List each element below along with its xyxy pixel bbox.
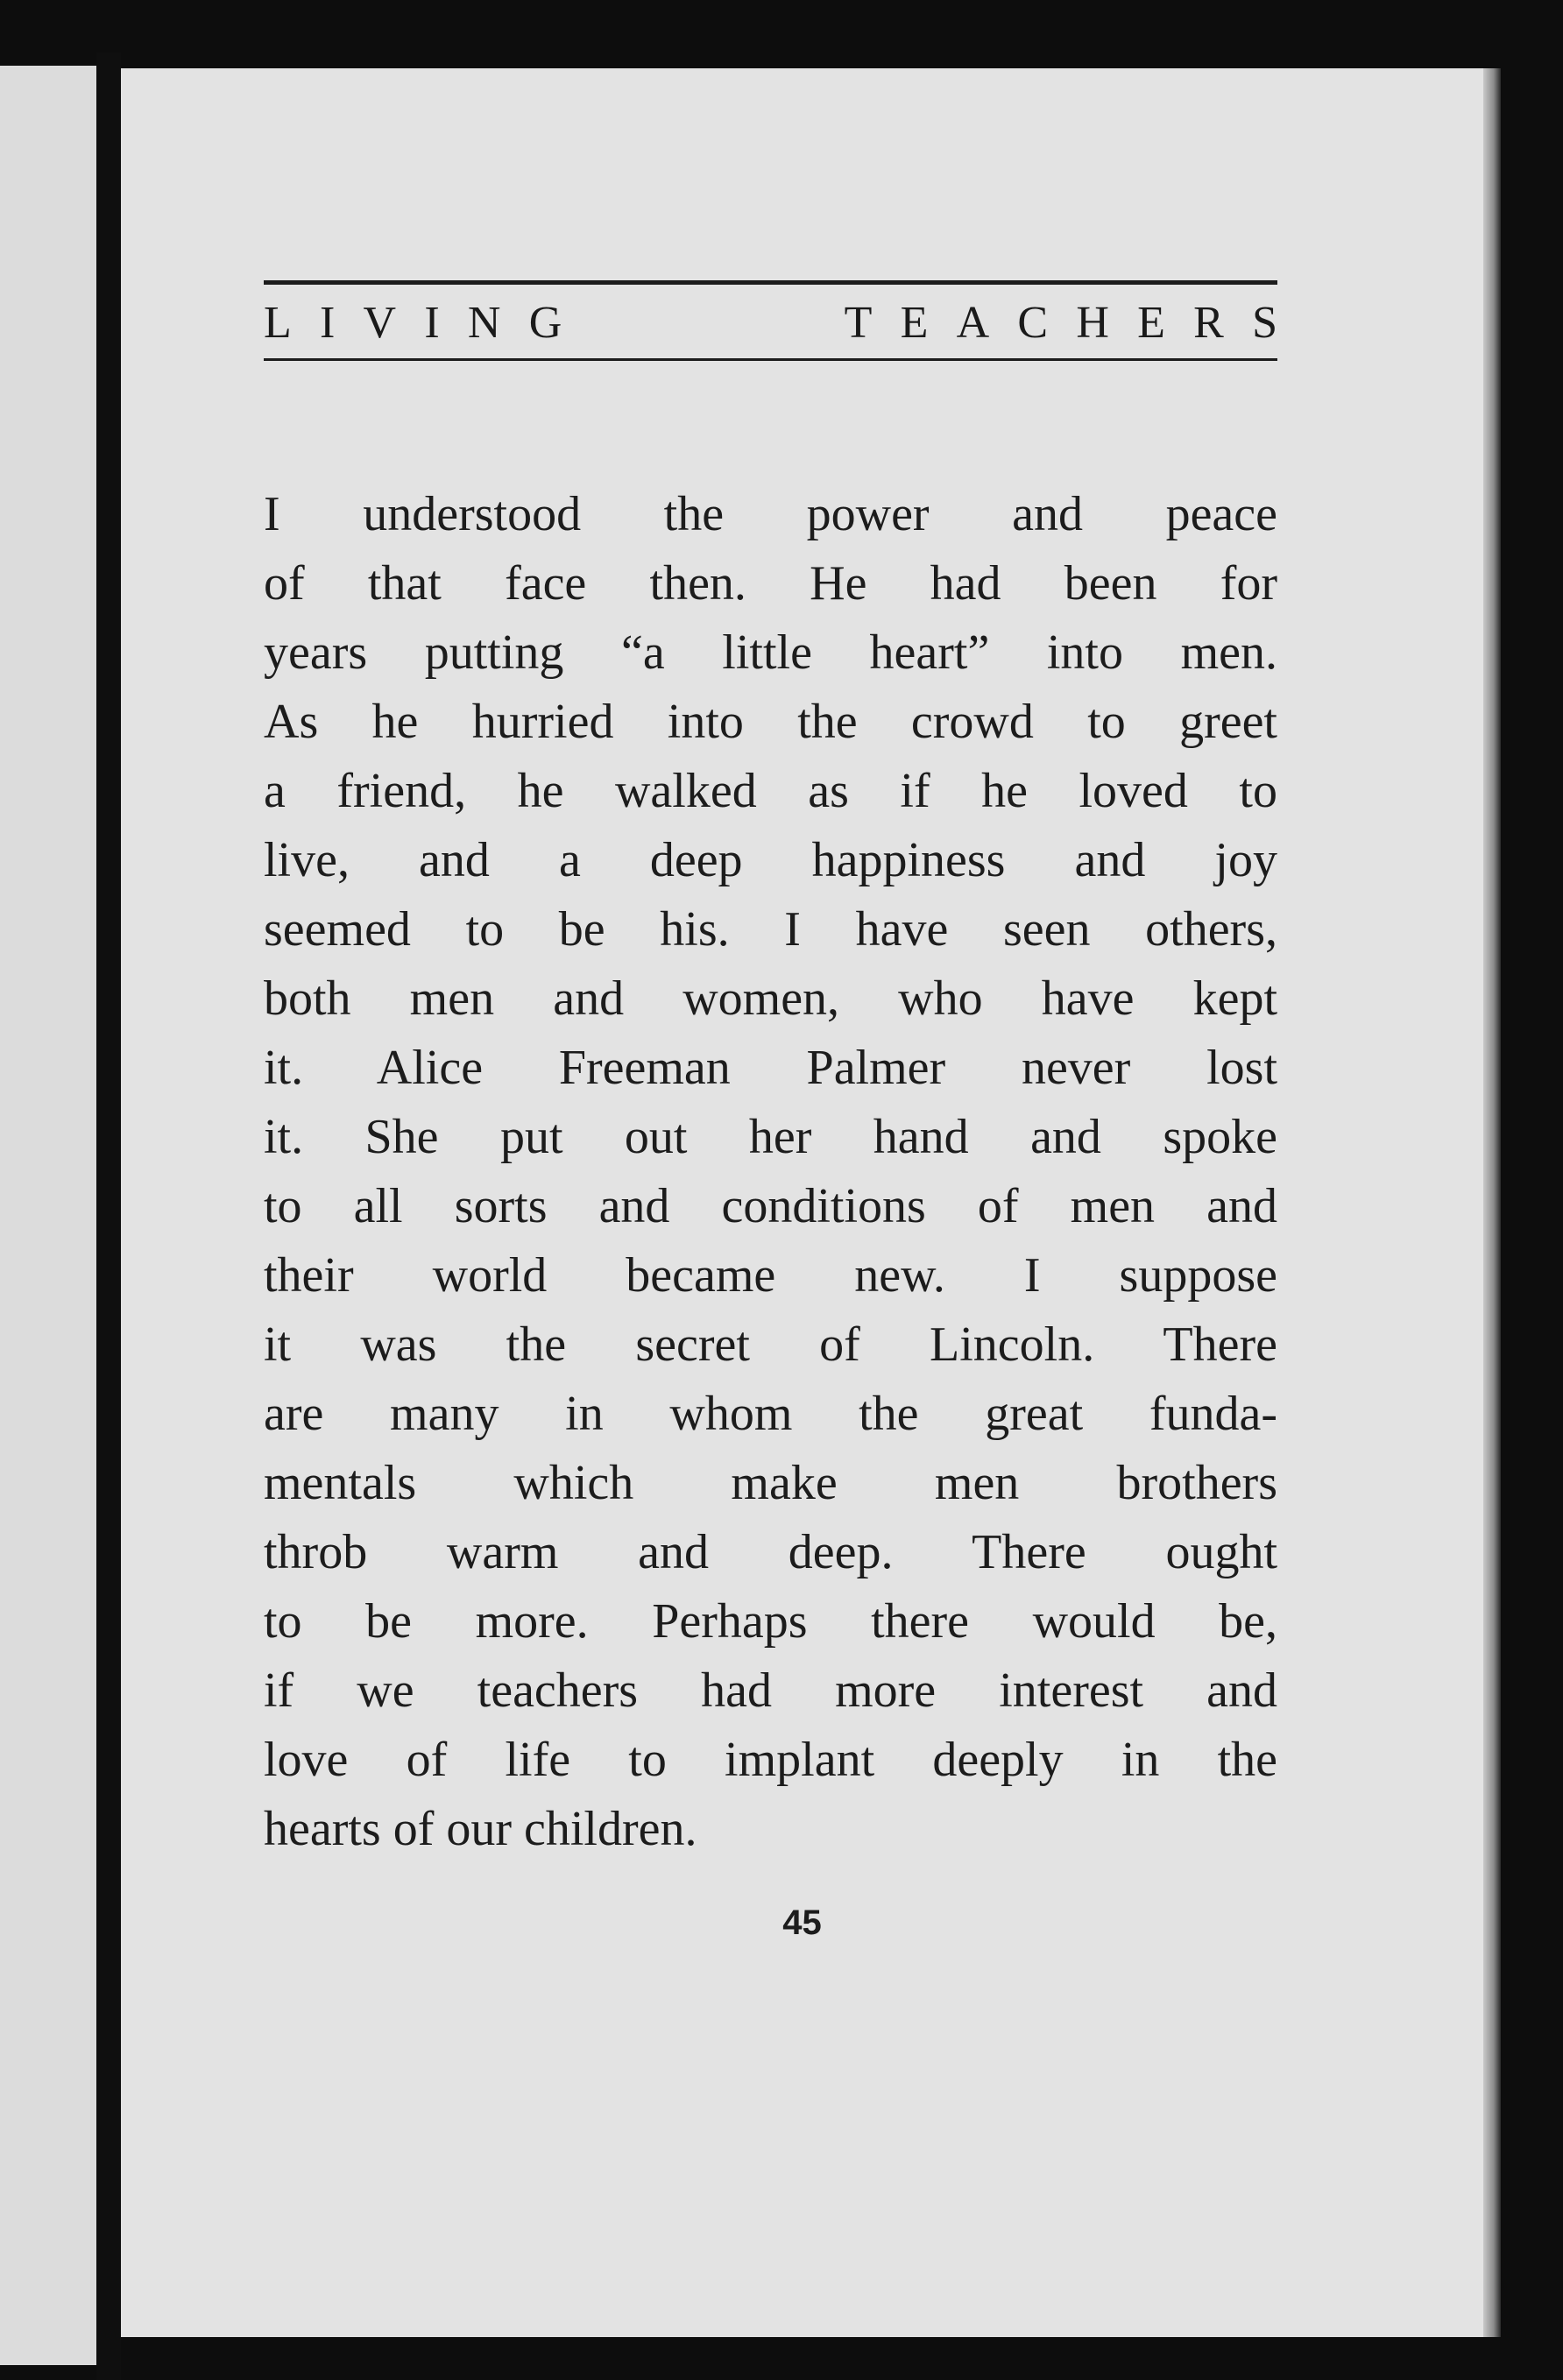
text-line: to all sorts and conditions of men and: [264, 1179, 1277, 1233]
text-line: it. She put out her hand and spoke: [264, 1110, 1277, 1164]
header-rule-top: [264, 280, 1277, 285]
text-line: live, and a deep happiness and joy: [264, 833, 1277, 887]
book-gutter: [96, 53, 121, 2380]
running-head-word: LIVING: [264, 298, 591, 348]
text-line: are many in whom the great funda-: [264, 1387, 1277, 1441]
text-line: love of life to implant deeply in the: [264, 1733, 1277, 1787]
text-line: it was the secret of Lincoln. There: [264, 1317, 1277, 1372]
text-line: mentals which make men brothers: [264, 1456, 1277, 1510]
text-line: seemed to be his. I have seen others,: [264, 902, 1277, 957]
text-line: of that face then. He had been for: [264, 556, 1277, 611]
facing-page-edge: [0, 66, 96, 2365]
book-page: [121, 68, 1483, 2337]
text-line: throb warm and deep. There ought: [264, 1525, 1277, 1579]
text-line: I understood the power and peace: [264, 487, 1277, 541]
text-line: both men and women, who have kept: [264, 971, 1277, 1026]
text-line: if we teachers had more interest and: [264, 1663, 1277, 1718]
page-number: 45: [782, 1903, 822, 1942]
header-rule-bottom: [264, 358, 1277, 361]
body-text: [264, 480, 1277, 1864]
text-line: it. Alice Freeman Palmer never lost: [264, 1041, 1277, 1095]
running-head-title: [264, 297, 1306, 350]
text-line: to be more. Perhaps there would be,: [264, 1594, 1277, 1649]
text-line: hearts of our children.: [264, 1802, 697, 1856]
running-head: [264, 280, 1306, 361]
text-line: years putting “a little heart” into men.: [264, 625, 1277, 680]
text-line: their world became new. I suppose: [264, 1248, 1277, 1303]
text-line: a friend, he walked as if he loved to: [264, 764, 1277, 818]
running-head-word: TEACHERS: [844, 298, 1306, 348]
text-line: As he hurried into the crowd to greet: [264, 695, 1277, 749]
page-edge-shadow: [1483, 68, 1501, 2337]
